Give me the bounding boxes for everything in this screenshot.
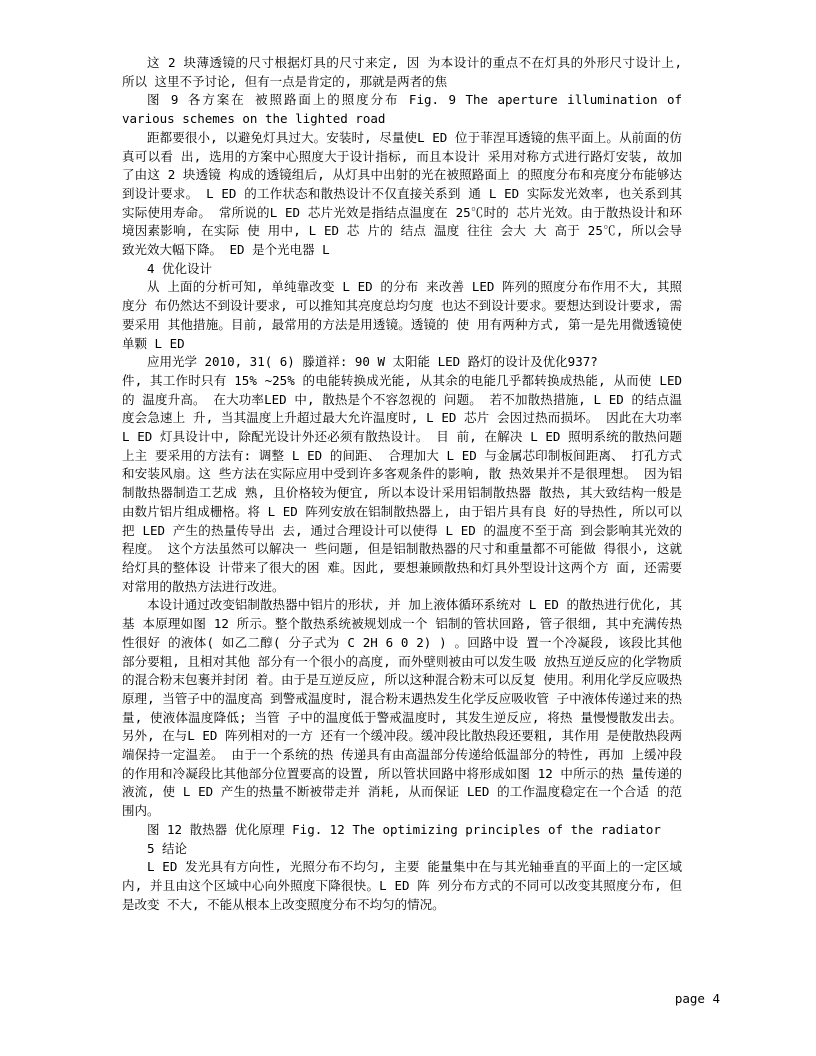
section-heading: 4 优化设计 <box>147 260 213 276</box>
section-heading: 5 结论 <box>147 840 188 856</box>
journal-running-header: 应用光学 2010, 31( 6) 滕道祥: 90 W 太阳能 LED 路灯的设计及优化937? <box>147 354 598 370</box>
figure-caption: 图 12 散热器 优化原理 Fig. 12 The optimizing principles of the radiator <box>147 821 661 837</box>
paragraph: L ED 发光具有方向性, 光照分布不均匀, 主要 能量集中在与其光轴垂直的平面上的一定区域内, 并且由这个区域中心向外照度下降很快。L ED 阵 列分布方式的不同可以改变其照度分布, 但是改变 不大, 不能从根本上改变照度分布不均匀的情况。 <box>122 859 682 912</box>
paragraph: 从 上面的分析可知, 单纯靠改变 L ED 的分布 来改善 LED 阵列的照度分布作用不大, 其照度分 布仍然达不到设计要求, 可以推知其亮度总均匀度 也达不到设计要求。要想达到设计要求, 需要采用 其他措施。目前, 最常用的方法是用透镜。透镜的 使 用有两种方式, 第一是先用微透镜使单颗 L ED <box>122 279 682 351</box>
paragraph: 件, 其工作时只有 15% ~25% 的电能转换成光能, 从其余的电能几乎都转换成热能, 从而使 LED 的 温度升高。 在大功率LED 中, 散热是个不容忽视的 问题。 若不加散热措施, L ED 的结点温度会急速上 升, 当其温度上升超过最大允许温度时, L ED 芯片 会因过热而损坏。 因此在大功率 L ED 灯具设计中, 除配光设计外还必须有散热设计。 目 前, 在解决 L ED 照明系统的散热问题上主 要采用的方法有: 调整 L ED 的间距、 合理加大 L ED 与金属芯印制板间距离、 打孔方式和安装风扇。这 些方法在实际应用中受到许多客观条件的影响, 散 热效果并不是很理想。 因为铝制散热器制造工艺成 熟, 且价格较为便宜, 所以本设计采用铝制散热器 散热, 其大致结构一般是由数片铝片组成栅格。将 L ED 阵列安放在铝制散热器上, 由于铝片具有良 好的导热性, 所以可以把 LED 产生的热量传导出 去, 通过合理设计可以使得 L ED 的温度不至于高 到会影响其光效的程度。 这个方法虽然可以解决一 些问题, 但是铝制散热器的尺寸和重量都不可能做 得很小, 这就给灯具的整体设 计带来了很大的困 难。因此, 要想兼顾散热和灯具外型设计这两个方 面, 还需要对常用的散热方法进行改进。 <box>122 372 682 594</box>
paragraph: 距都要很小, 以避免灯具过大。安装时, 尽量使L ED 位于菲涅耳透镜的焦平面上。从前面的仿真可以看 出, 选用的方案中心照度大于设计指标, 而且本设计 采用对称方式进行路灯安装, 故加了由这 2 块透镜 构成的透镜组后, 从灯具中出射的光在被照路面上 的照度分布和亮度分布能够达到设计要求。 L ED 的工作状态和散热设计不仅直接关系到 通 L ED 实际发光效率, 也关系到其实际使用寿命。 常所说的L ED 芯片光效是指结点温度在 25℃时的 芯片光效。由于散热设计和环境因素影响, 在实际 使 用中, L ED 芯 片的 结点 温度 往往 会大 大 高于 25℃, 所以会导致光效大幅下降。 ED 是个光电器 L <box>122 129 682 258</box>
page-number: page 4 <box>674 991 720 1006</box>
paragraph: 本设计通过改变铝制散热器中铝片的形状, 并 加上液体循环系统对 L ED 的散热进行优化, 其基 本原理如图 12 所示。整个散热系统被规划成一个 铝制的管状回路, 管子很细, 其中充满传热性很好 的液体( 如乙二醇( 分子式为 C 2H 6 0 2) ) 。回路中设 置一个冷凝段, 该段比其他部分要粗, 且相对其他 部分有一个很小的高度, 而外壁则被由可以发生吸 放热互逆反应的化学物质的混合粉末包裹并封闭 着。由于是互逆反应, 所以这种混合粉末可以反复 使用。利用化学反应吸热原理, 当管子中的温度高 到警戒温度时, 混合粉末遇热发生化学反应吸收管 子中液体传递过来的热量, 使液体温度降低; 当管 子中的温度低于警戒温度时, 其发生逆反应, 将热 量慢慢散发出去。 另外, 在与L ED 阵列相对的一方 还有一个缓冲段。缓冲段比散热段还要粗, 其作用 是使散热段两端保持一定温差。 由于一个系统的热 传递具有由高温部分传递给低温部分的特性, 再加 上缓冲段的作用和冷凝段比其他部分位置要高的设置, 所以管状回路中将形成如图 12 中所示的热 量传递的液流, 使 L ED 产生的热量不断被带走并 消耗, 从而保证 LED 的工作温度稳定在一个合适 的范围内。 <box>122 597 682 819</box>
figure-caption: 图 9 各方案在 被照路面上的照度分布 Fig. 9 The aperture illumination of various schemes on the lighted road <box>122 92 682 127</box>
body-text <box>122 54 682 914</box>
paragraph: 这 2 块薄透镜的尺寸根据灯具的尺寸来定, 因 为本设计的重点不在灯具的外形尺寸设计上, 所以 这里不予讨论, 但有一点是肯定的, 那就是两者的焦 <box>122 55 682 89</box>
